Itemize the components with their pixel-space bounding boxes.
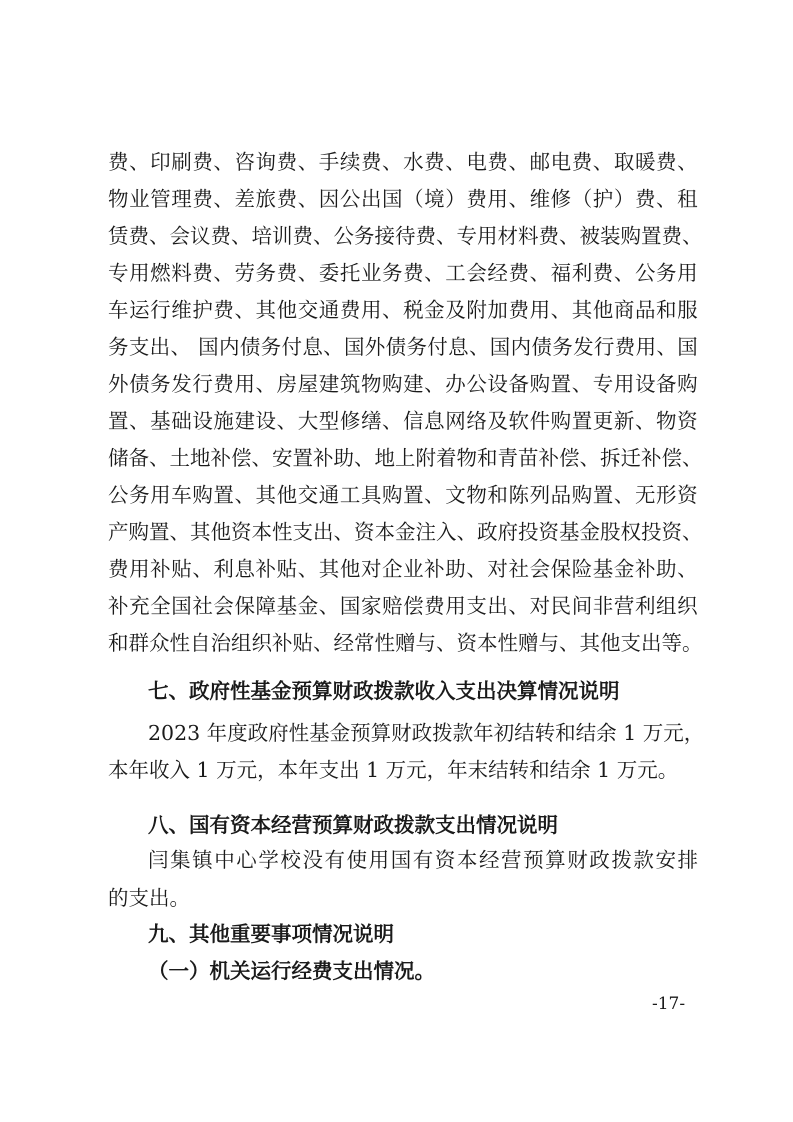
body-text-line: 公 务 用 车 购 置 、 其 他 交 通 工 具 购 置 、 文 物 和 陈 列 品 购 置 、 无 形 资 <box>108 483 698 507</box>
section-heading-state-capital: 八、国有资本经营预算财政拨款支出情况说明 <box>148 813 558 837</box>
body-text-line: 赁 费 、 会 议 费 、 培 训 费 、 公 务 接 待 费 、 专 用 材 料 费 、 被 装 购 置 费 、 <box>108 224 703 248</box>
section-paragraph-line: 闫 集 镇 中 心 学 校 没 有 使 用 国 有 资 本 经 营 预 算 财 政 拨 款 安 排 <box>148 848 698 872</box>
section-heading-other-matters: 九、其他重要事项情况说明 <box>148 922 394 946</box>
body-text-line: 补 充 全 国 社 会 保 障 基 金 、 国 家 赔 偿 费 用 支 出 、 对 民 间 非 营 利 组 织 <box>108 594 698 618</box>
body-text-line: 和 群 众 性 自 治 组 织 补 贴 、 经 常 性 赠 与 、 资 本 性 赠 与 、 其 他 支 出 等 。 <box>108 631 703 655</box>
body-text-line: 外 债 务 发 行 费 用 、 房 屋 建 筑 物 购 建 、 办 公 设 备 购 置 、 专 用 设 备 购 <box>108 372 698 396</box>
section-paragraph-line: 本年收入 1 万元，本年支出 1 万元，年末结转和结余 1 万元。 <box>108 758 679 782</box>
page-number: -17- <box>652 994 686 1014</box>
section-paragraph-line: 的支出。 <box>108 886 190 910</box>
body-text-line: 储 备 、 土 地 补 偿 、 安 置 补 助 、 地 上 附 着 物 和 青 苗 补 偿 、 拆 迁 补 偿 、 <box>108 446 703 470</box>
body-text-line: 务 支 出 、 国 内 债 务 付 息 、 国 外 债 务 付 息 、 国 内 债 务 发 行 费 用 、 国 <box>108 335 698 359</box>
body-text-line: 费 、 印 刷 费 、 咨 询 费 、 手 续 费 、 水 费 、 电 费 、 邮 电 费 、 取 暖 费 、 <box>108 150 698 174</box>
body-text-line: 物 业 管 理 费 、 差 旅 费 、 因 公 出 国 （ 境 ） 费 用 、 维 修 （ 护 ） 费 、 租 <box>108 187 698 211</box>
subsection-heading-operating-expenses: （一）机关运行经费支出情况。 <box>148 959 435 983</box>
body-text-line: 产 购 置 、 其 他 资 本 性 支 出 、 资 本 金 注 入 、 政 府 投 资 基 金 股 权 投 资 、 <box>108 520 703 544</box>
body-text-line: 置 、 基 础 设 施 建 设 、 大 型 修 缮 、 信 息 网 络 及 软 件 购 置 更 新 、 物 资 <box>108 409 698 433</box>
section-paragraph-line: 2023 年度政府性基金预算财政拨款年初结转和结余 1 万元， <box>148 721 705 745</box>
body-text-line: 车 运 行 维 护 费 、 其 他 交 通 费 用 、 税 金 及 附 加 费 用 、 其 他 商 品 和 服 <box>108 298 698 322</box>
section-heading-government-fund: 七、政府性基金预算财政拨款收入支出决算情况说明 <box>148 679 620 703</box>
body-text-line: 专 用 燃 料 费 、 劳 务 费 、 委 托 业 务 费 、 工 会 经 费 、 福 利 费 、 公 务 用 <box>108 261 698 285</box>
body-text-line: 费 用 补 贴 、 利 息 补 贴 、 其 他 对 企 业 补 助 、 对 社 会 保 险 基 金 补 助 、 <box>108 557 698 581</box>
